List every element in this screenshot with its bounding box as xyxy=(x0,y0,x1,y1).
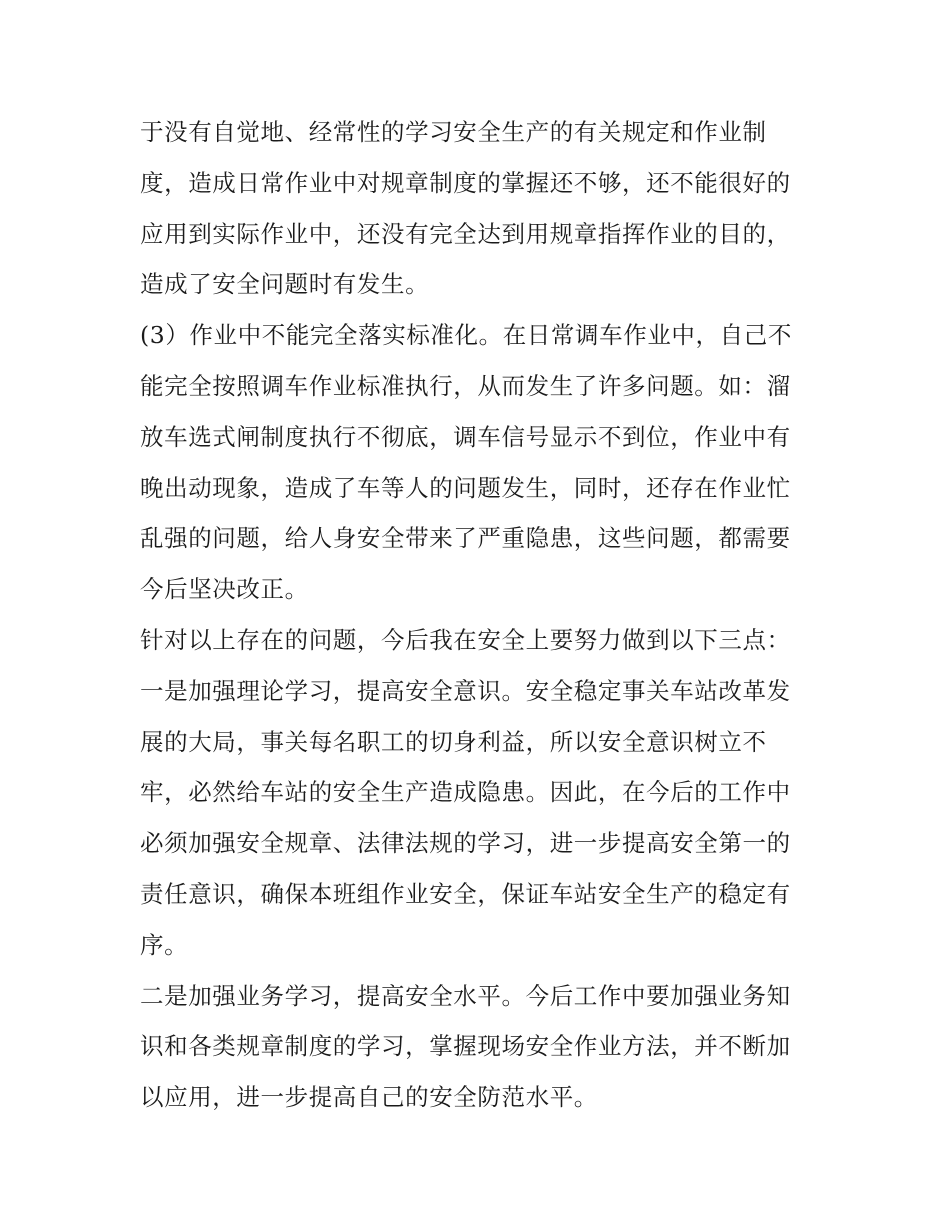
text-line: 造成了安全问题时有发生。 xyxy=(140,270,430,299)
text-line: 展的大局，事关每名职工的切身利益，所以安全意识树立不 xyxy=(140,727,767,756)
text-line: 应用到实际作业中，还没有完全达到用规章指挥作业的目的， xyxy=(140,219,791,248)
text-line: 乱强的问题，给人身安全带来了严重隐患，这些问题，都需要 xyxy=(140,524,791,553)
text-line: 针对以上存在的问题，今后我在安全上要努力做到以下三点： xyxy=(140,625,791,654)
text-line: 晚出动现象，造成了车等人的问题发生，同时，还存在作业忙 xyxy=(140,473,791,502)
text-line: 必须加强安全规章、法律法规的学习，进一步提高安全第一的 xyxy=(140,829,791,858)
text-line: 牢，必然给车站的安全生产造成隐患。因此，在今后的工作中 xyxy=(140,778,791,807)
text-line: 以应用，进一步提高自己的安全防范水平。 xyxy=(140,1083,598,1112)
text-line: 能完全按照调车作业标准执行，从而发生了许多问题。如：溜 xyxy=(140,371,791,400)
text-line: 责任意识，确保本班组作业安全，保证车站安全生产的稳定有 xyxy=(140,879,791,908)
text-line: 二是加强业务学习，提高安全水平。今后工作中要加强业务知 xyxy=(140,981,791,1010)
document-body xyxy=(140,107,812,1123)
text-line: 一是加强理论学习，提高安全意识。安全稳定事关车站改革发 xyxy=(140,676,791,705)
text-line: 度，造成日常作业中对规章制度的掌握还不够，还不能很好的 xyxy=(140,168,791,197)
text-line: 今后坚决改正。 xyxy=(140,575,309,604)
text-line: (3）作业中不能完全落实标准化。在日常调车作业中，自己不 xyxy=(140,321,792,350)
text-line: 放车选式闸制度执行不彻底，调车信号显示不到位，作业中有 xyxy=(140,422,791,451)
text-line: 识和各类规章制度的学习，掌握现场安全作业方法，并不断加 xyxy=(140,1032,791,1061)
text-line: 于没有自觉地、经常性的学习安全生产的有关规定和作业制 xyxy=(140,118,767,146)
text-line: 序。 xyxy=(140,930,189,959)
